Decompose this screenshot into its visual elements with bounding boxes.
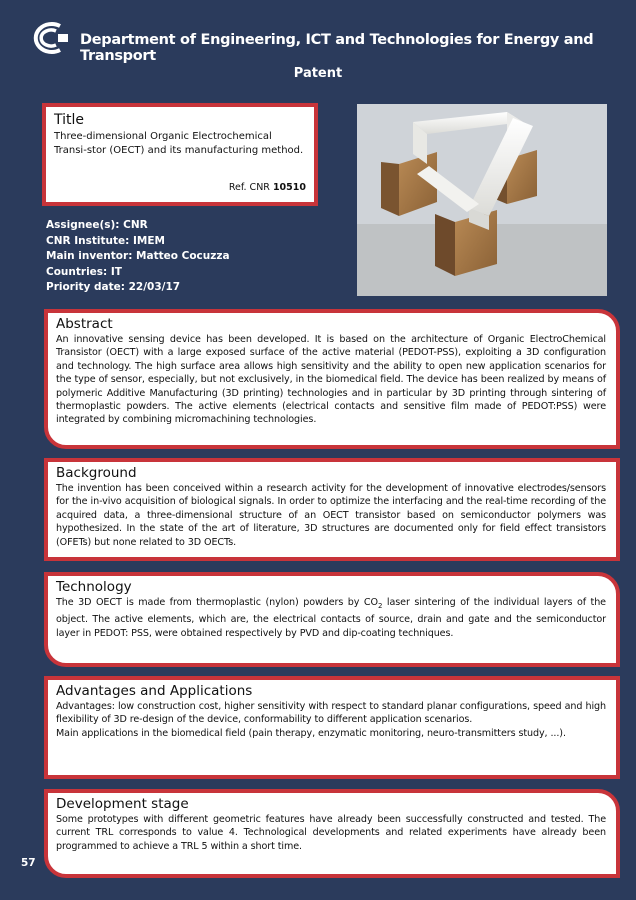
countries: Countries: IT [46, 265, 122, 278]
ref-number: 10510 [272, 182, 306, 193]
background-heading: Background [56, 465, 137, 481]
assignee: Assignee(s): CNR [46, 219, 148, 231]
abstract-section [44, 309, 620, 449]
priority-date: Priority date: 22/03/17 [46, 281, 181, 293]
title-heading: Title [54, 112, 85, 128]
applications-text: Main applications in the biomedical field (pain therapy, enzymatic monitoring, neuro-transmitters study, ...). [56, 727, 566, 739]
inventor: Main inventor: Matteo Cocuzza [46, 250, 230, 262]
reference-code [229, 182, 306, 193]
background-section [44, 458, 620, 561]
advantages-heading: Advantages and Applications [56, 683, 253, 699]
document-type: Patent [293, 66, 343, 81]
patent-details [46, 218, 230, 296]
patent-title: Three-dimensional Organic Electrochemical Transi-stor (OECT) and its manufacturing method. [54, 131, 304, 156]
development-section [44, 789, 620, 878]
cnr-logo-icon [28, 20, 70, 56]
advantages-section [44, 676, 620, 779]
oect-device-photo [357, 104, 607, 296]
development-text: Some prototypes with different geometric features have already been successfully constructed and tested. The current TRL corresponds to value 4. Technological developments and related experiments have already been programmed to achieve a TRL 5 within a short time. [56, 814, 606, 852]
institute: CNR Institute: IMEM [46, 234, 165, 247]
abstract-heading: Abstract [56, 316, 113, 332]
background-text: The invention has been conceived within a research activity for the development of innovative electrodes/sensors for the in-vivo acquisition of biological signals. In order to optimize the interfacing and the real-time recording of the acquired data, a three-dimensional structure of an OECT transistor based on semiconductor polymers was hypothesized. In the state of the art of literature, 3D structures are documented only for field effect transistors (OFETs) but none related to 3D OECTs. [56, 483, 606, 548]
department-title: Department of Engineering, ICT and Technologies for Energy and Transport [80, 32, 594, 64]
technology-text: The 3D OECT is made from thermoplastic (nylon) powders by $CO_2$ laser sintering of the individual layers of the object. The active elements, which are, the electrical contacts of source, drain and gate and the semiconductor layer in PEDOT: PSS, were obtained respectively by PVD and dip-coating techniques. [56, 597, 606, 639]
page-number: 57 [21, 857, 36, 869]
abstract-text: An innovative sensing device has been developed. It is based on the architecture of Organic ElectroChemical Transistor (OECT) with a large exposed surface of the active material (PEDOT-PSS), exploiting a 3D configuration and technology. The high surface area allows high sensitivity and the ability to open new application scenarios for the type of sensor, especially, but not exclusively, in the biomedical field. The device has been realized by means of polymeric Additive Manufacturing (3D printing) technologies and in particular by 3D printing through sintering of thermoplastic powders. The active elements (electrical contacts and sensitive film made of PEDOT:PSS) were integrated by combining micromachining technologies. [56, 334, 606, 426]
development-heading: Development stage [56, 796, 189, 812]
ref-label: Ref. CNR [228, 182, 270, 193]
title-box [42, 103, 318, 206]
advantages-text: Advantages: low construction cost, higher sensitivity with respect to standard planar configurations, speed and high flexibility of 3D re-design of the device, conformability to different application scenarios. [56, 701, 606, 726]
technology-heading: Technology [56, 579, 132, 595]
technology-section [44, 572, 620, 667]
